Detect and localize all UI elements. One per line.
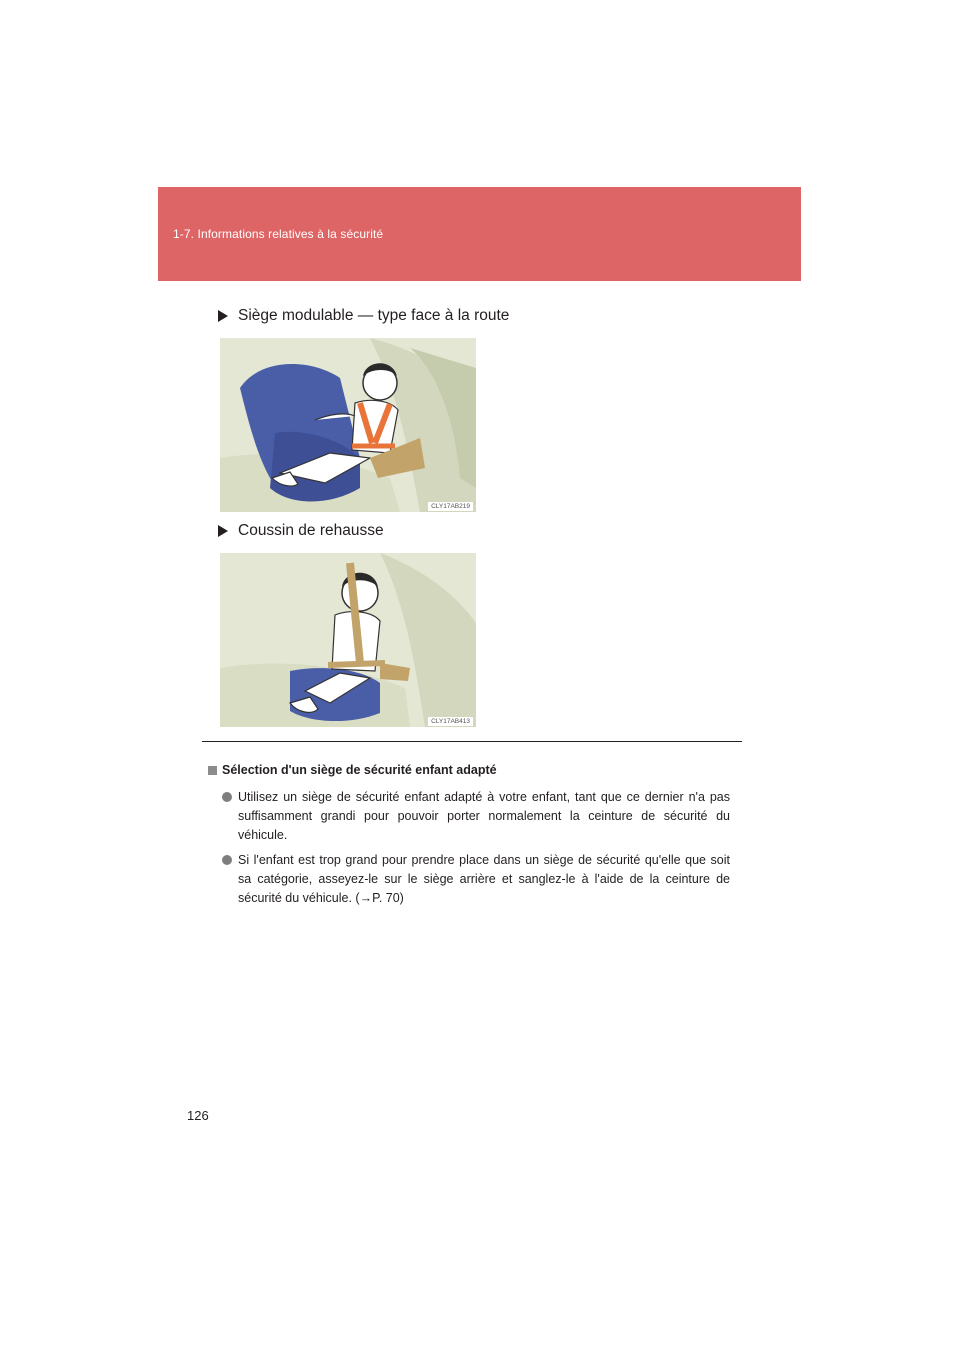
- image-code: CLY17AB413: [428, 717, 473, 726]
- booster-cushion-illustration: [220, 553, 476, 727]
- info-bullet: [222, 851, 730, 908]
- arrow-right-icon: [218, 310, 228, 322]
- arrow-right-icon: [218, 525, 228, 537]
- page-number: 126: [187, 1108, 209, 1123]
- image-code: CLY17AB219: [428, 502, 473, 511]
- heading-text: Siège modulable — type face à la route: [238, 307, 510, 324]
- info-bullet-text: Utilisez un siège de sécurité enfant adapté à votre enfant, tant que ce dernier n'a pas suffisamment grandi pour pouvoir porter normalement la ceinture de sécurité du véhicule.: [238, 790, 730, 842]
- heading-convertible-seat: [218, 307, 509, 325]
- illustration-booster-cushion: [220, 553, 476, 727]
- section-header-title: 1-7. Informations relatives à la sécurité: [173, 227, 384, 241]
- circle-bullet-icon: [222, 855, 232, 865]
- info-bullet-text: Si l'enfant est trop grand pour prendre place dans un siège de sécurité qu'elle que soit sa catégorie, asseyez-le sur le siège arrière et sanglez-le à l'aide de la ceinture de sécurité du véhicule. (→P. 70): [238, 853, 730, 905]
- illustration-convertible-seat: [220, 338, 476, 512]
- square-bullet-icon: [208, 766, 217, 775]
- heading-booster-cushion: [218, 522, 384, 540]
- divider: [202, 741, 742, 742]
- circle-bullet-icon: [222, 792, 232, 802]
- heading-text: Coussin de rehausse: [238, 522, 384, 539]
- info-title-text: Sélection d'un siège de sécurité enfant adapté: [222, 763, 497, 777]
- info-bullet: [222, 788, 730, 845]
- child-seat-forward-illustration: [220, 338, 476, 512]
- info-title: [208, 763, 497, 777]
